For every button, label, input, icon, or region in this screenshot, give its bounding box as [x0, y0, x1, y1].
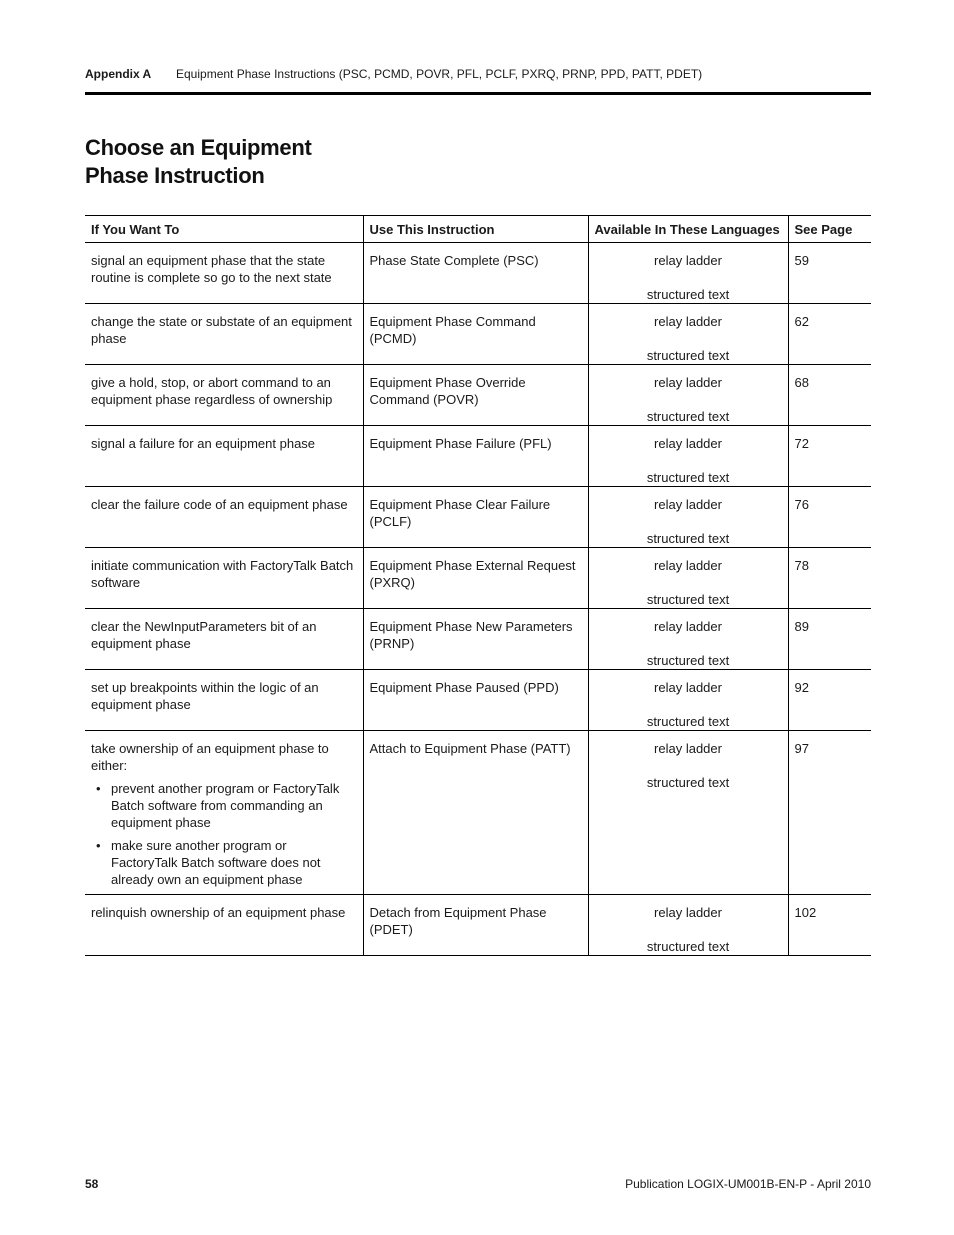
page-cell: 68	[788, 365, 871, 426]
language-structured-text: structured text	[646, 409, 730, 424]
instruction-cell: Phase State Complete (PSC)	[363, 243, 588, 304]
languages-cell	[588, 670, 788, 731]
table-row	[85, 670, 871, 731]
table-row	[85, 426, 871, 487]
instruction-cell: Equipment Phase External Request (PXRQ)	[363, 548, 588, 609]
instruction-cell: Attach to Equipment Phase (PATT)	[363, 731, 588, 895]
instruction-table	[85, 215, 871, 956]
language-structured-text: structured text	[646, 592, 730, 607]
publication-info: Publication LOGIX-UM001B-EN-P - April 2010	[625, 1177, 871, 1191]
languages-cell	[588, 426, 788, 487]
languages-cell	[588, 243, 788, 304]
page-cell: 76	[788, 487, 871, 548]
column-header-page: See Page	[788, 216, 871, 243]
language-structured-text: structured text	[646, 939, 730, 954]
want-cell	[85, 731, 363, 895]
want-cell: clear the NewInputParameters bit of an equipment phase	[85, 609, 363, 670]
languages-cell	[588, 304, 788, 365]
want-cell: change the state or substate of an equipment phase	[85, 304, 363, 365]
want-cell: relinquish ownership of an equipment phase	[85, 895, 363, 956]
chapter-title: Equipment Phase Instructions (PSC, PCMD, POVR, PFL, PCLF, PXRQ, PRNP, PPD, PATT, PDET)	[176, 67, 703, 81]
instruction-cell: Detach from Equipment Phase (PDET)	[363, 895, 588, 956]
table-header-row	[85, 216, 871, 243]
column-header-instruction: Use This Instruction	[363, 216, 588, 243]
running-header	[85, 66, 871, 95]
instruction-cell: Equipment Phase Failure (PFL)	[363, 426, 588, 487]
want-cell: set up breakpoints within the logic of an equipment phase	[85, 670, 363, 731]
page-cell: 59	[788, 243, 871, 304]
instruction-cell: Equipment Phase Paused (PPD)	[363, 670, 588, 731]
language-relay-ladder: relay ladder	[654, 497, 722, 512]
page-cell: 89	[788, 609, 871, 670]
page-cell: 102	[788, 895, 871, 956]
page-title-line-1: Choose an Equipment	[85, 135, 312, 160]
languages-cell	[588, 365, 788, 426]
language-relay-ladder: relay ladder	[654, 314, 722, 329]
want-text: take ownership of an equipment phase to either:	[91, 741, 329, 773]
table-row	[85, 243, 871, 304]
page-title	[85, 134, 312, 190]
table-row	[85, 609, 871, 670]
page-title-line-2: Phase Instruction	[85, 163, 265, 188]
want-cell: give a hold, stop, or abort command to an equipment phase regardless of ownership	[85, 365, 363, 426]
instruction-cell: Equipment Phase New Parameters (PRNP)	[363, 609, 588, 670]
language-relay-ladder: relay ladder	[654, 436, 722, 451]
language-relay-ladder: relay ladder	[654, 680, 722, 695]
language-structured-text: structured text	[646, 287, 730, 302]
table-row	[85, 365, 871, 426]
language-relay-ladder: relay ladder	[654, 558, 722, 573]
language-structured-text: structured text	[646, 714, 730, 729]
language-relay-ladder: relay ladder	[654, 619, 722, 634]
instruction-cell: Equipment Phase Override Command (POVR)	[363, 365, 588, 426]
column-header-want: If You Want To	[85, 216, 363, 243]
page-cell: 72	[788, 426, 871, 487]
languages-cell	[588, 731, 788, 895]
page-cell: 97	[788, 731, 871, 895]
language-relay-ladder: relay ladder	[654, 375, 722, 390]
languages-cell	[588, 609, 788, 670]
table-row	[85, 548, 871, 609]
want-cell: initiate communication with FactoryTalk Batch software	[85, 548, 363, 609]
instruction-cell: Equipment Phase Clear Failure (PCLF)	[363, 487, 588, 548]
page-cell: 78	[788, 548, 871, 609]
page-cell: 92	[788, 670, 871, 731]
page-cell: 62	[788, 304, 871, 365]
table-row	[85, 895, 871, 956]
language-relay-ladder: relay ladder	[654, 905, 722, 920]
table-row	[85, 304, 871, 365]
instruction-cell: Equipment Phase Command (PCMD)	[363, 304, 588, 365]
page-number: 58	[85, 1177, 99, 1191]
language-structured-text: structured text	[646, 470, 730, 485]
table-row	[85, 487, 871, 548]
bullet-list	[91, 780, 357, 888]
language-structured-text: structured text	[646, 348, 730, 363]
bullet-item: • prevent another program or FactoryTalk Batch software from commanding an equipment phase	[111, 780, 357, 831]
table-row	[85, 731, 871, 895]
language-relay-ladder: relay ladder	[654, 253, 722, 268]
languages-cell	[588, 487, 788, 548]
appendix-label: Appendix A	[85, 67, 152, 81]
want-cell: signal an equipment phase that the state routine is complete so go to the next state	[85, 243, 363, 304]
language-relay-ladder: relay ladder	[654, 741, 722, 756]
want-cell: signal a failure for an equipment phase	[85, 426, 363, 487]
language-structured-text: structured text	[646, 775, 730, 790]
language-structured-text: structured text	[646, 531, 730, 546]
languages-cell	[588, 895, 788, 956]
language-structured-text: structured text	[646, 653, 730, 668]
bullet-item: • make sure another program or FactoryTalk Batch software does not already own an equipment phase	[111, 837, 357, 888]
languages-cell	[588, 548, 788, 609]
column-header-languages: Available In These Languages	[588, 216, 788, 243]
want-cell: clear the failure code of an equipment phase	[85, 487, 363, 548]
